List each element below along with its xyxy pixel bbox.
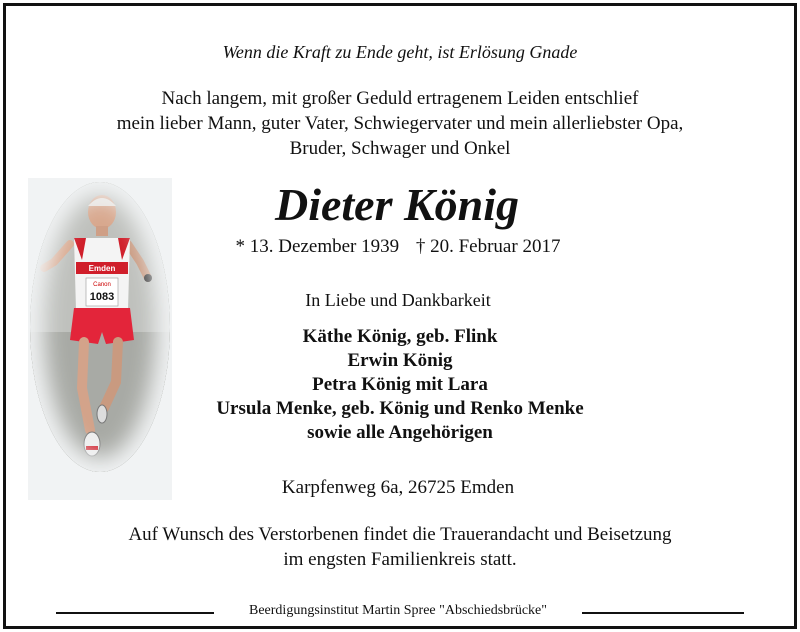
family-member: Käthe König, geb. Flink (302, 326, 498, 347)
family-member: Erwin König (347, 350, 453, 371)
intro-line: mein lieber Mann, guter Vater, Schwiegervater und mein allerliebster Opa, (116, 113, 684, 134)
shirt-text: Emden (88, 264, 116, 273)
death-date: † 20. Februar 2017 (415, 236, 561, 257)
footer-rule-right (582, 612, 744, 614)
deceased-name: Dieter König (274, 179, 520, 230)
intro-line: Bruder, Schwager und Onkel (289, 138, 511, 159)
address: Karpfenweg 6a, 26725 Emden (281, 477, 515, 498)
bib-sponsor: Canon (93, 282, 111, 288)
funeral-home: Beerdigungsinstitut Martin Spree "Abschiedsbrücke" (249, 603, 547, 618)
life-dates (198, 236, 598, 258)
wish-text (0, 522, 800, 572)
family-member: Petra König mit Lara (312, 374, 488, 395)
family-member: Ursula Menke, geb. König und Renko Menke (216, 398, 584, 419)
intro-text (0, 86, 800, 161)
footer-rule-left (56, 612, 214, 614)
intro-line: Nach langem, mit großer Geduld ertragenem Leiden entschlief (161, 88, 639, 109)
bib-number: 1083 (89, 291, 115, 303)
birth-date: * 13. Dezember 1939 (235, 236, 400, 257)
family-member: sowie alle Angehörigen (307, 422, 493, 443)
wish-line: Auf Wunsch des Verstorbenen findet die Trauerandacht und Beisetzung (128, 524, 672, 545)
love-line: In Liebe und Dankbarkeit (305, 290, 491, 310)
wish-line: im engsten Familienkreis statt. (283, 549, 517, 570)
footer (0, 600, 800, 620)
family-list (150, 325, 650, 445)
motto: Wenn die Kraft zu Ende geht, ist Erlösung Gnade (222, 42, 578, 62)
